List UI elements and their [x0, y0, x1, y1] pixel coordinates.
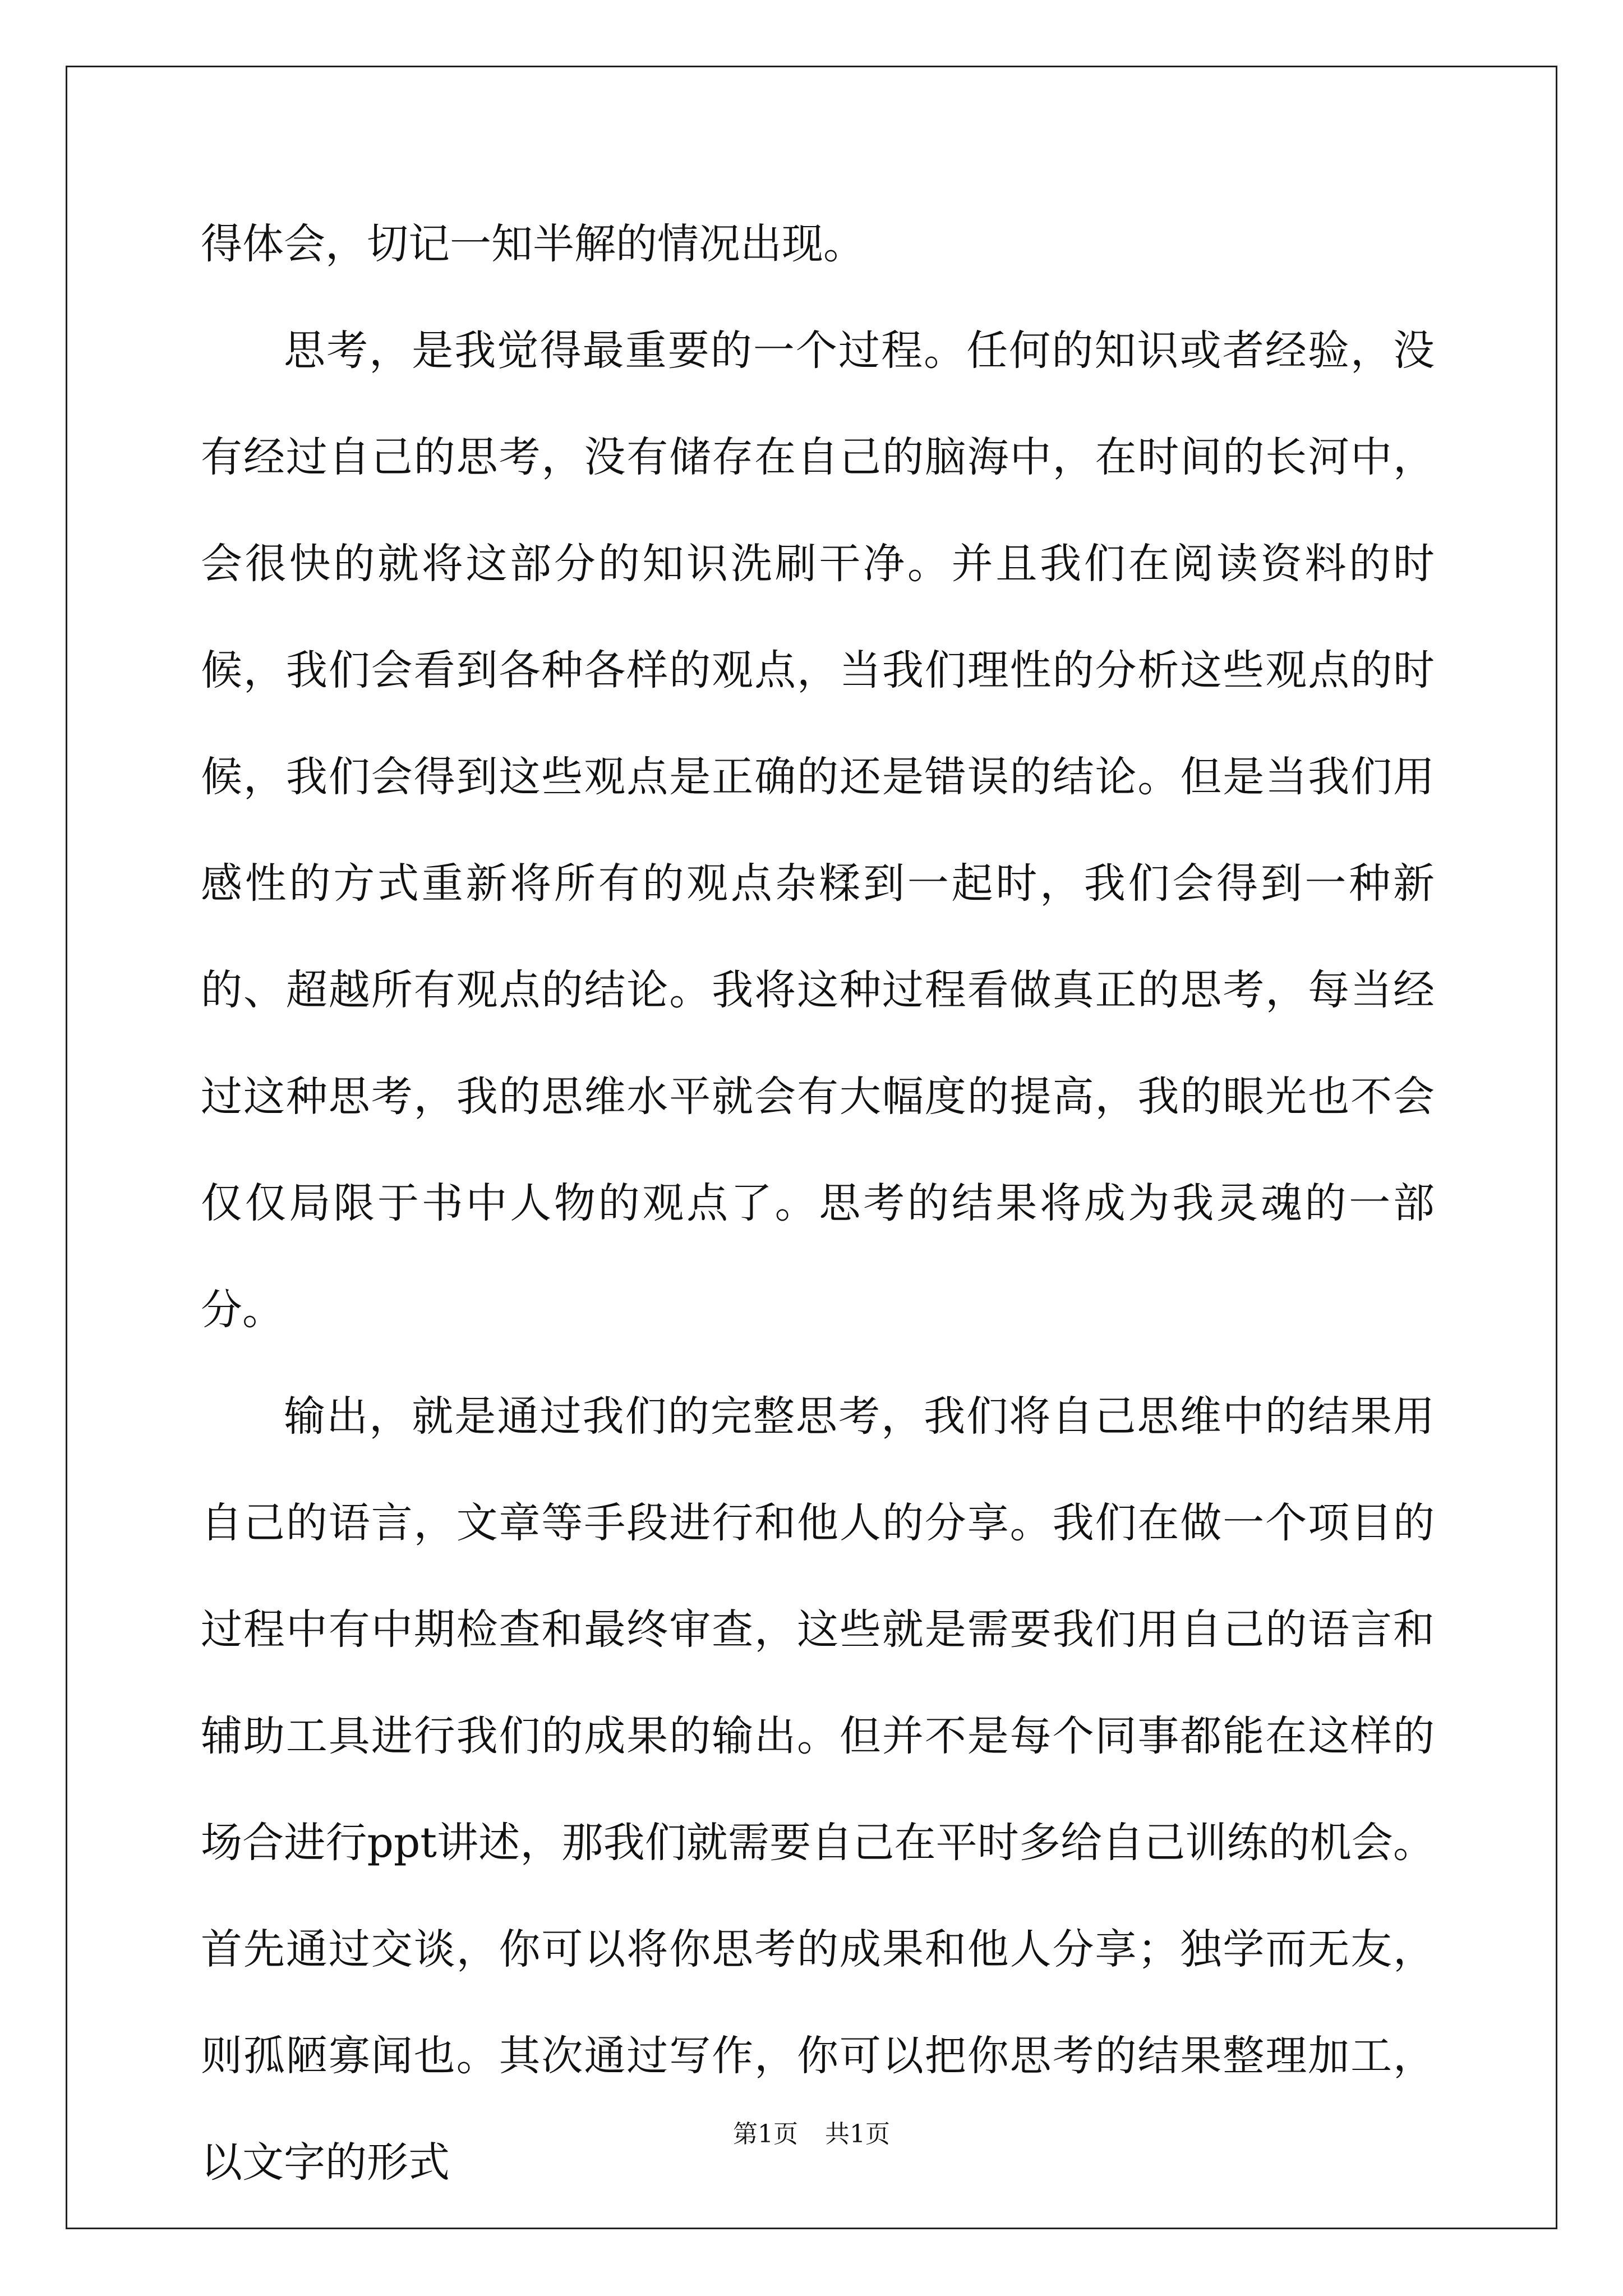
page-number-current: 第1页 [733, 2120, 798, 2148]
paragraph-2: 思考，是我觉得最重要的一个过程。任何的知识或者经验，没有经过自己的思考，没有储存在自己的脑海中，在时间的长河中，会很快的就将这部分的知识洗刷干净。并且我们在阅读资料的时候，我们会看到各种各样的观点，当我们理性的分析这些观点的时候，我们会得到这些观点是正确的还是错误的结论。但是当我们用感性的方式重新将所有的观点杂糅到一起时，我们会得到一种新的、超越所有观点的结论。我将这种过程看做真正的思考，每当经过这种思考，我的思维水平就会有大幅度的提高，我的眼光也不会仅仅局限于书中人物的观点了。思考的结果将成为我灵魂的一部分。 [201, 326, 1435, 1334]
page-footer [0, 2114, 1623, 2150]
document-body [201, 191, 1435, 2216]
paragraph-1: 得体会，切记一知半解的情况出现。 [201, 220, 865, 268]
page-number-total: 共1页 [825, 2120, 890, 2148]
paragraph-3: 输出，就是通过我们的完整思考，我们将自己思维中的结果用自己的语言，文章等手段进行和他人的分享。我们在做一个项目的过程中有中期检查和最终审查，这些就是需要我们用自己的语言和辅助工具进行我们的成果的输出。但并不是每个同事都能在这样的场合进行ppt讲述，那我们就需要自己在平时多给自己训练的机会。首先通过交谈，你可以将你思考的成果和他人分享；独学而无友，则孤陋寡闻也。其次通过写作，你可以把你思考的结果整理加工，以文字的形式 [201, 1392, 1435, 2187]
